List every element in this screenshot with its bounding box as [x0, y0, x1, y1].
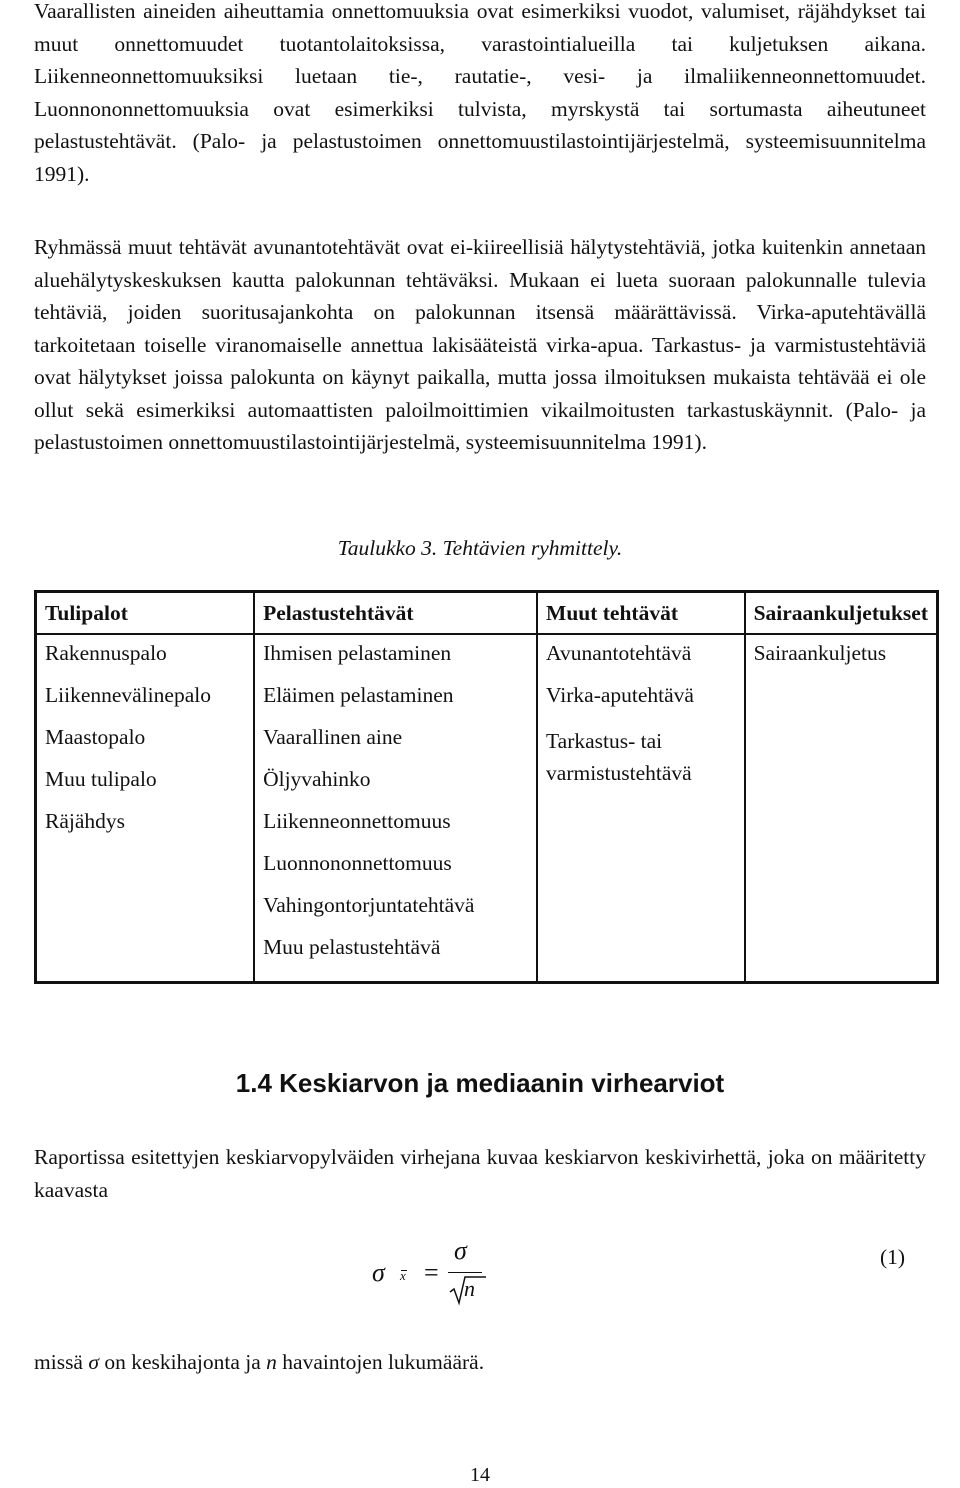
- list-item: Muu tulipalo: [45, 767, 157, 791]
- list-item: Öljyvahinko: [263, 767, 371, 791]
- list-item: Avunantotehtävä: [546, 641, 692, 665]
- column-fires: [36, 634, 255, 983]
- list-item: Rakennuspalo: [45, 641, 167, 665]
- formula-subscript: x: [400, 1268, 406, 1283]
- header-other-tasks: Muut tehtävät: [537, 592, 745, 635]
- list-item: Eläimen pelastaminen: [263, 683, 454, 707]
- paragraph-where: [34, 1346, 926, 1379]
- header-ambulance: Sairaankuljetukset: [745, 592, 938, 635]
- list-item: Muu pelastustehtävä: [263, 935, 441, 959]
- list-item: Vahingontorjuntatehtävä: [263, 893, 475, 917]
- formula-equals: =: [424, 1258, 439, 1287]
- formula-lhs-sigma: σ: [372, 1258, 385, 1287]
- list-item: Ihmisen pelastaminen: [263, 641, 452, 665]
- paragraph-hazardous-accidents: Vaarallisten aineiden aiheuttamia onnettomuuksia ovat esimerkiksi vuodot, valumiset, räjähdykset tai muut onnettomuudet tuotantolaitoksissa, varastointialueilla tai kuljetuksen aikana. Liikenneonnettomuuksiksi luetaan tie-, rautatie-, vesi- ja ilmaliikenneonnettomuudet. Luonnononnettomuuksia ovat esimerkiksi tulvista, myrskystä tai sortumasta aiheutuneet pelastustehtävät. (Palo- ja pelastustoimen onnettomuustilastointijärjestelmä, systeemisuunnitelma 1991).: [34, 0, 926, 186]
- header-fires: Tulipalot: [36, 592, 255, 635]
- where-n: n: [266, 1350, 277, 1374]
- formula-denominator: n: [464, 1276, 475, 1301]
- list-item: Luonnononnettomuus: [263, 851, 452, 875]
- formula-fraction-line: [448, 1272, 482, 1273]
- paragraph-other-tasks: Ryhmässä muut tehtävät avunantotehtävät ovat ei-kiireellisiä hälytystehtäviä, jotka kuitenkin annetaan aluehälytyskeskuksen kautta palokunnan tehtäväksi. Mukaan ei lueta suoraan palokunnalle tulevia tehtäviä, joiden suoritusajankohta on palokunnan itsensä määrättävissä. Virka-aputehtävällä tarkoitetaan toiselle viranomaiselle annettua lakisääteistä virka-apua. Tarkastus- ja varmistustehtäviä ovat hälytykset joissa palokunta on käynyt paikalla, mutta jossa ilmoituksen mukaista tehtävää ei ole ollut sekä esimerkiksi automaattisten paloilmoittimien vikailmoitusten tarkastuskäynnit. (Palo- ja pelastustoimen onnettomuustilastointijärjestelmä, systeemisuunnitelma 1991).: [34, 235, 926, 454]
- list-item: Liikenneonnettomuus: [263, 809, 451, 833]
- formula-numerator: σ: [454, 1236, 467, 1265]
- equation-number: (1): [880, 1245, 906, 1269]
- column-rescue-tasks: [254, 634, 537, 983]
- section-heading: 1.4 Keskiarvon ja mediaanin virhearviot: [235, 1068, 725, 1098]
- column-ambulance: [745, 634, 938, 983]
- list-item: Virka-aputehtävä: [546, 683, 694, 707]
- where-sigma: σ: [88, 1350, 99, 1374]
- list-item: Räjähdys: [45, 809, 126, 833]
- list-item: Vaarallinen aine: [263, 725, 403, 749]
- list-item: Maastopalo: [45, 725, 146, 749]
- task-grouping-table: [34, 590, 939, 984]
- header-rescue-tasks: Pelastustehtävät: [254, 592, 537, 635]
- list-item: Tarkastus- tai varmistustehtävä: [546, 729, 692, 785]
- page-number: 14: [470, 1464, 490, 1486]
- where-text: on keskihajonta ja: [98, 1350, 267, 1374]
- table-header-row: [36, 592, 938, 635]
- list-item: Sairaankuljetus: [753, 641, 887, 665]
- table-caption: Taulukko 3. Tehtävien ryhmittely.: [337, 536, 623, 560]
- where-text: havaintojen lukumäärä.: [276, 1350, 485, 1374]
- standard-error-formula: [370, 1236, 510, 1310]
- where-text: missä: [34, 1350, 89, 1374]
- paragraph-error-bars: Raportissa esitettyjen keskiarvopylväiden virhejana kuvaa keskiarvon keskivirhettä, joka on määritetty kaavasta: [34, 1145, 926, 1202]
- list-item: Liikennevälinepalo: [45, 683, 211, 707]
- table-body-row: [36, 634, 938, 983]
- column-other-tasks: [537, 634, 745, 983]
